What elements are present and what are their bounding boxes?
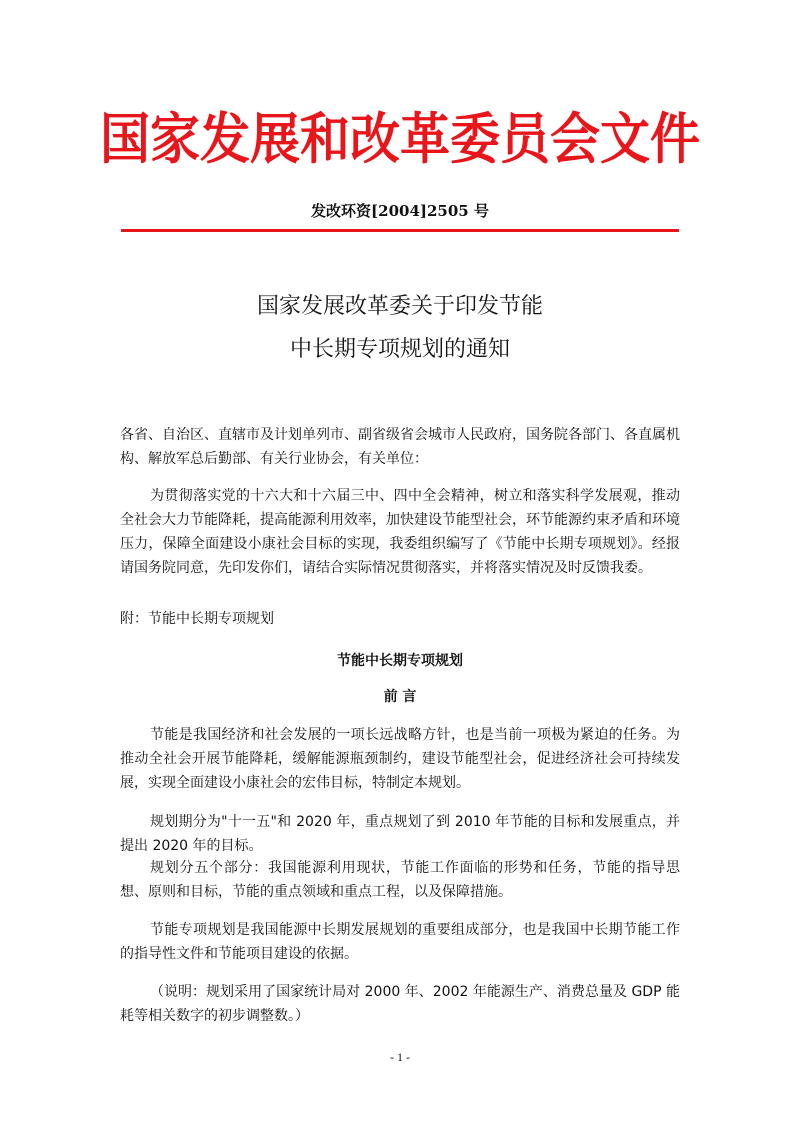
page-number: - 1 - (390, 1050, 410, 1064)
document-number: 发改环资[2004]2505 号 (311, 202, 489, 220)
preface-note: （说明：规划采用了国家统计局对 2000 年、2002 年能源生产、消费总量及 GDP 能耗等相关数字的初步调整数。） (120, 984, 680, 1024)
attachment-line: 附：节能中长期专项规划 (120, 611, 274, 627)
notice-title-line-1: 国家发展改革委关于印发节能 (256, 294, 543, 319)
body-paragraph-1: 为贯彻落实党的十六大和十六届三中、四中全会精神，树立和落实科学发展观，推动全社会大力节能降耗，提高能源利用效率，加快建设节能型社会，环节能源约束矛盾和环境压力，保障全面建设小康社会目标的实现，我委组织编写了《节能中长期专项规划》。经报请国务院同意，先印发你们，请结合实际情况贯彻落实，并将落实情况及时反馈我委。 (120, 488, 680, 576)
preface-paragraph-3: 规划分五个部分：我国能源利用现状，节能工作面临的形势和任务，节能的指导思想、原则和目标，节能的重点领域和重点工程，以及保障措施。 (120, 860, 680, 900)
red-divider-rule (121, 229, 679, 232)
plan-title: 节能中长期专项规划 (337, 653, 463, 669)
preface-heading: 前 言 (383, 689, 417, 705)
addressees-paragraph: 各省、自治区、直辖市及计划单列市、副省级省会城市人民政府，国务院各部门、各直属机构、解放军总后勤部、有关行业协会，有关单位： (120, 427, 680, 467)
preface-paragraph-1: 节能是我国经济和社会发展的一项长远战略方针，也是当前一项极为紧迫的任务。为推动全社会开展节能降耗，缓解能源瓶颈制约，建设节能型社会，促进经济社会可持续发展，实现全面建设小康社会的宏伟目标，特制定本规划。 (120, 727, 680, 791)
preface-paragraph-2: 规划期分为"十一五"和 2020 年，重点规划了到 2010 年节能的目标和发展重点，并提出 2020 年的目标。 (120, 814, 680, 854)
notice-title-line-2: 中长期专项规划的通知 (289, 337, 510, 362)
preface-paragraph-4: 节能专项规划是我国能源中长期发展规划的重要组成部分，也是我国中长期节能工作的指导性文件和节能项目建设的依据。 (120, 922, 680, 962)
document-header-title: 国家发展和改革委员会文件 (100, 106, 700, 172)
